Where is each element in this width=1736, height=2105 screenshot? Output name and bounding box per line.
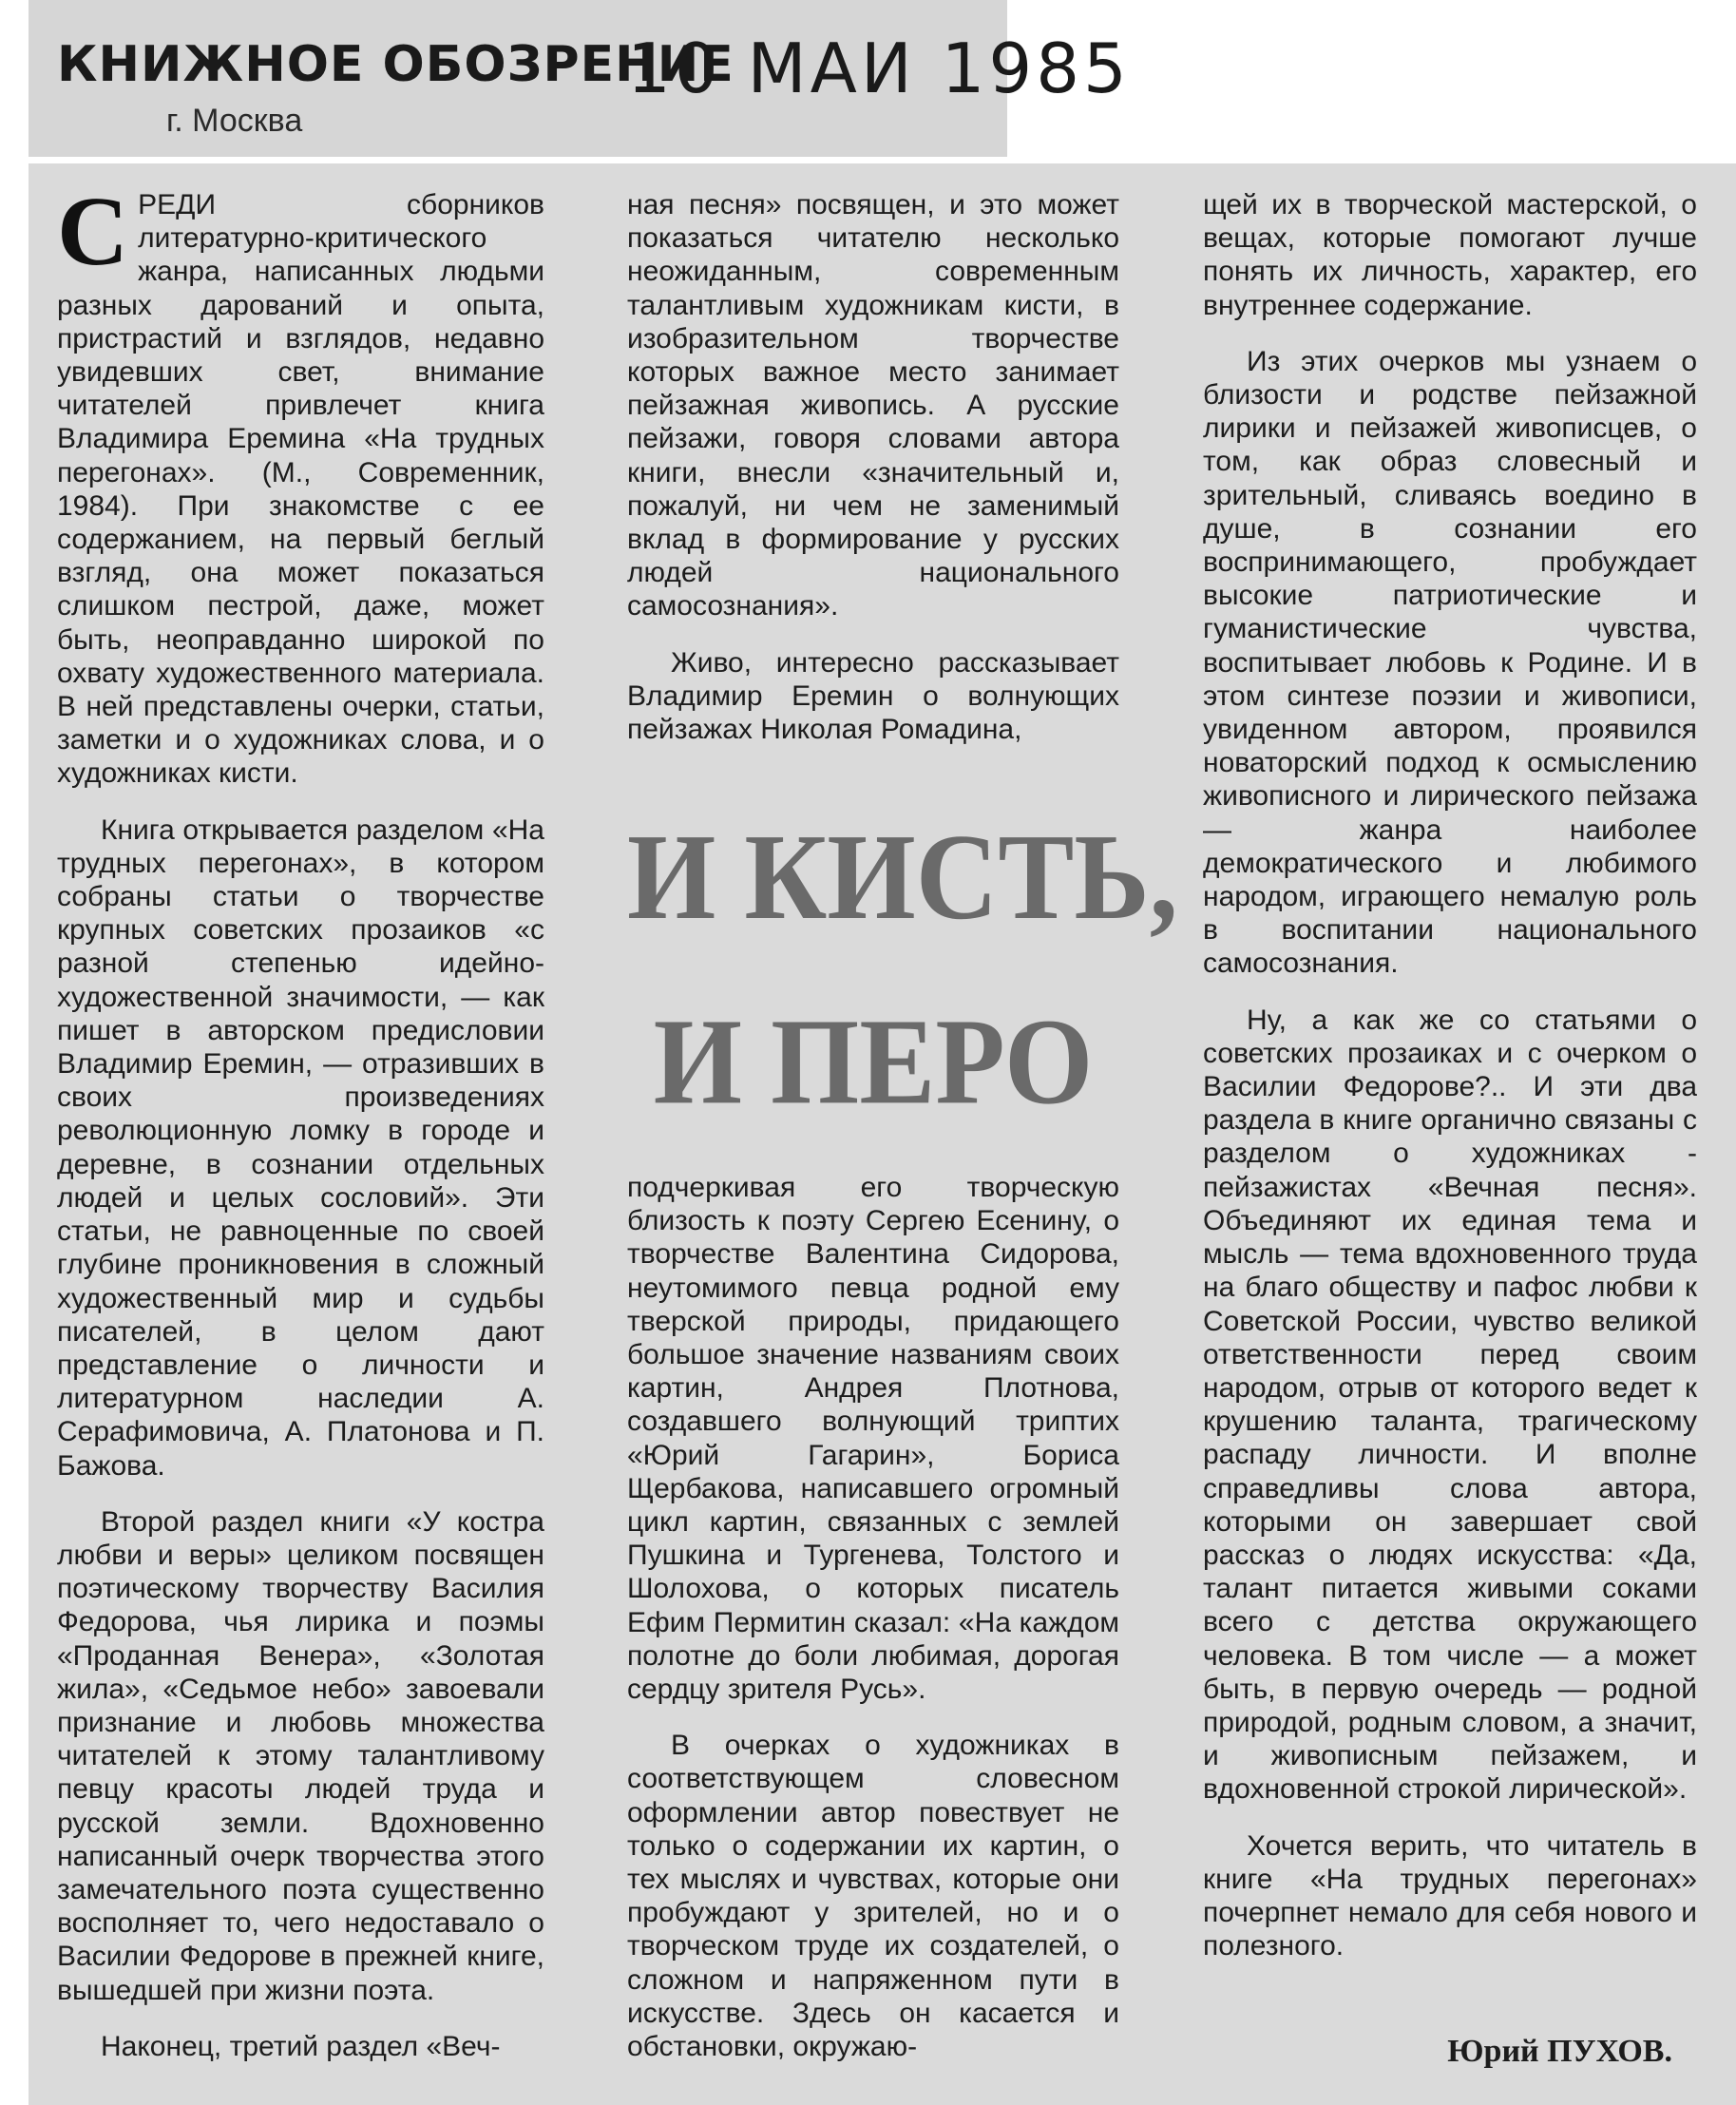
article-paragraph: Наконец, третий раздел «Веч- xyxy=(101,2030,501,2062)
article-paragraph: Ну, а как же со статьями о советских прозаиках и с очерком о Василии Федорове?.. И эти два раздела в книге органично связаны с разделом о художниках - пейзажистах «Вечная песня». Объединяют их единая тема и мысль — тема вдохновенного труда на благо обществу и пафос любви к Советской России, чувство великой ответственности перед своим народом, отрыв от которого ведет к крушению таланта, трагическому распаду личности. И вполне справедливы слова автора, которыми он завершает свой рассказ о людях искусства: «Да, талант питается живыми соками всего с детства окружающего человека. В том числе — а может быть, в первую очередь — родной природой, родным словом, а значит, и живописным пейзажем, и вдохновенной строкой лирической». xyxy=(1203,1004,1697,1806)
article-column-3 xyxy=(1203,188,1697,2013)
stamp-publication-name: КНИЖНОЕ ОБОЗРЕНИЕ xyxy=(57,36,734,93)
headline-line-2: И ПЕРО xyxy=(653,992,1094,1130)
article-paragraph: Второй раздел книги «У костра любви и веры» целиком посвящен поэтическому творчеству Василия Федорова, чья лирика и поэмы «Проданная Венера», «Золотая жила», «Седьмое небо» завоевали признание и любовь множества читателей к этому талантливому певцу красоты людей труда и русской земли. Вдохновенно написанный очерк творчества этого замечательного поэта существенно восполняет то, чего недоставало о Василии Федорове в прежней книге, вышедшей при жизни поэта. xyxy=(57,1505,544,2006)
headline-line-1: И КИСТЬ, xyxy=(627,808,1178,946)
drop-cap: С xyxy=(57,188,129,286)
article-paragraph: Из этих очерков мы узнаем о близости и родстве пейзажной лирики и пейзажей живописцев, о том, как образ словесный и зрительный, сливаясь воедино в душе, в сознании его воспринимающего, пробуждает высокие патриотические и гуманистические чувства, воспитывает любовь к Родине. И в этом синтезе поэзии и живописи, увиденном автором, проявился новаторский подход к осмыслению живописного и лирического пейзажа — жанра наиболее демократического и любимого народом, играющего немалую роль в воспитании национального самосознания. xyxy=(1203,345,1697,980)
article-column-2-top xyxy=(627,188,1119,758)
article-paragraph: В очерках о художниках в соответствующем словесном оформлении автор повествует не только о содержании их картин, о тех мыслях и чувствах, которые они пробуждают у зрителей, но и о творческом труде их создателей, о сложном и напряженном пути в искусстве. Здесь он касается и обстановки, окружаю- xyxy=(627,1730,1119,2063)
article-column-2-bottom xyxy=(627,1171,1119,2083)
stamp-city: г. Москва xyxy=(166,103,303,139)
article-paragraph: Хочется верить, что читатель в книге «На трудных перегонах» почерпнет немало для себя нового и полезного. xyxy=(1203,1829,1697,1962)
article-paragraph: Живо, интересно рассказывает Владимир Еремин о волнующих пейзажах Николая Ромадина, xyxy=(627,646,1119,746)
article-paragraph: ная песня» посвящен, и это может показаться читателю несколько неожиданным, современным талантливым художникам кисти, в изобразительном творчестве которых важное место занимает пейзажная живопись. А русские пейзажи, говоря словами автора книги, внесли «значительный и, пожалуй, ни чем не заменимый вклад в формирование у русских людей национального самосознания». xyxy=(627,189,1119,622)
article-paragraph: Книга открывается разделом «На трудных перегонах», в котором собраны статьи о творчестве крупных советских прозаиков «с разной степенью идейно-художественной значимости, — как пишет в авторском предисловии Владимир Еремин, — отразивших в своих произведениях революционную ломку в городе и деревне, в сознании отдельных людей и целых сословий». Эти статьи, не равноценные по своей глубине проникновения в сложный художественный мир и судьбы писателей, в целом дают представление о личности и литературном наследии А. Серафимовича, А. Платонова и П. Бажова. xyxy=(57,813,544,1482)
author-signature: Юрий ПУХОВ. xyxy=(1447,2034,1672,2069)
stamp-date: 10 МАИ 1985 xyxy=(627,29,1131,108)
article-paragraph: подчеркивая его творческую близость к поэту Сергею Есенину, о творчестве Валентина Сидорова, неутомимого певца родной ему тверской природы, придающего большое значение названиям своих картин, Андрея Плотнова, создавшего волнующий триптих «Юрий Гагарин», Бориса Щербакова, написавшего огромный цикл картин, связанных с землей Пушкина и Тургенева, Толстого и Шолохова, о которых писатель Ефим Пермитин сказал: «На каждом полотне до боли любимая, дорогая сердцу зрителя Русь». xyxy=(627,1172,1119,1706)
article-column-1 xyxy=(57,188,544,2079)
article-paragraph: щей их в творческой мастерской, о вещах, которые помогают лучше понять их личность, характер, его внутреннее содержание. xyxy=(1203,189,1697,321)
article-headline xyxy=(627,785,1178,1155)
article-paragraph: СРЕДИ сборников литературно-критического жанра, написанных людьми разных дарований и опыта, пристрастий и взглядов, недавно увидевших свет, внимание читателей привлечет книга Владимира Еремина «На трудных перегонах». (М., Современник, 1984). При знакомстве с ее содержанием, на первый беглый взгляд, она может показаться слишком пестрой, даже, может быть, неоправданно широкой по охвату художественного материала. В ней представлены очерки, статьи, заметки и о художниках слова, и о художниках кисти. xyxy=(57,188,544,790)
